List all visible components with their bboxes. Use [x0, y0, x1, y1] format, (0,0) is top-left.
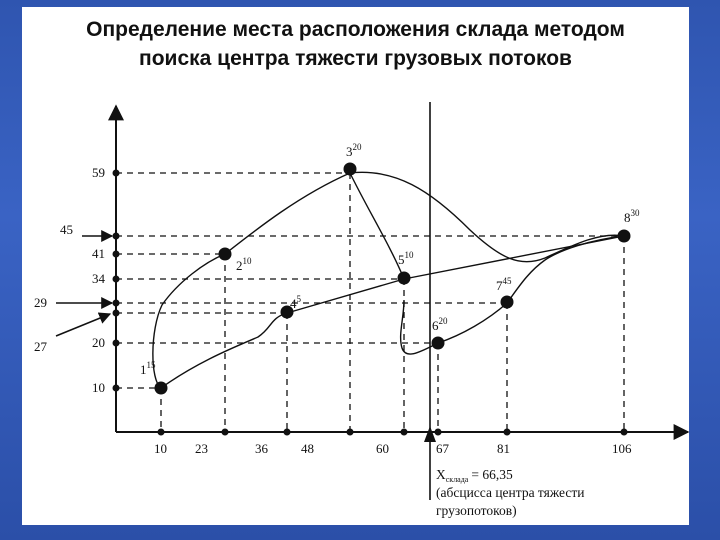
curve-1-2-3 — [153, 173, 350, 388]
warehouse-note-line-1: $X_{склада} = 66,35$ — [436, 467, 513, 484]
x-label-60: 60 — [376, 441, 389, 456]
point-8-label: $8^{30}$ — [624, 208, 640, 225]
point-3-label: $3^{20}$ — [346, 142, 362, 159]
y-label-10: 10 — [92, 380, 105, 395]
point-5-label: $5^{10}$ — [398, 250, 414, 267]
point-2 — [219, 248, 232, 261]
point-labels — [140, 142, 640, 377]
y-tick-45 — [113, 233, 120, 240]
y-tick-20 — [113, 340, 120, 347]
title-line-1: Определение места расположения склада методом — [86, 18, 625, 41]
flow-curves — [153, 172, 624, 388]
x-tick-106 — [621, 429, 628, 436]
x-tick-36 — [284, 429, 291, 436]
point-1 — [155, 382, 168, 395]
warehouse-note-line-2: (абсцисса центра тяжести — [436, 485, 585, 500]
x-tick-67 — [435, 429, 442, 436]
point-7-label: $7^{45}$ — [496, 276, 512, 293]
y-marker-27: 27 — [34, 339, 47, 354]
point-2-label: $2^{10}$ — [236, 256, 252, 273]
y-tick-29 — [113, 300, 120, 307]
x-label-36: 36 — [255, 441, 268, 456]
x-tick-81 — [504, 429, 511, 436]
y-label-20: 20 — [92, 335, 105, 350]
x-label-81: 81 — [497, 441, 510, 456]
x-tick-10 — [158, 429, 165, 436]
point-6-label: $6^{20}$ — [432, 316, 448, 333]
x-label-23: 23 — [195, 441, 208, 456]
y-tick-10 — [113, 385, 120, 392]
y-tick-labels — [34, 165, 106, 395]
point-8 — [618, 230, 631, 243]
y-label-59: 59 — [92, 165, 105, 180]
point-7 — [501, 296, 514, 309]
title-line-2: поиска центра тяжести грузовых потоков — [139, 47, 572, 70]
x-tick-60 — [401, 429, 408, 436]
point-1-label: $1^{15}$ — [140, 360, 156, 377]
point-3 — [344, 163, 357, 176]
y-tick-41 — [113, 251, 120, 258]
point-6 — [432, 337, 445, 350]
point-4-label: $4^5$ — [290, 294, 301, 311]
x-label-106: 106 — [612, 441, 632, 456]
warehouse-note — [436, 467, 584, 518]
x-tick-23 — [222, 429, 229, 436]
curve-3-5 — [350, 173, 404, 279]
warehouse-note-line-3: грузопотоков) — [436, 503, 517, 518]
y-tick-34 — [113, 276, 120, 283]
x-label-48: 48 — [301, 441, 314, 456]
warehouse-x-arrow — [424, 426, 436, 442]
point-5 — [398, 272, 411, 285]
y-label-34: 34 — [92, 271, 105, 286]
y-tick-59 — [113, 170, 120, 177]
y-marker-45: 45 — [60, 222, 73, 237]
x-tick-48 — [347, 429, 354, 436]
x-tick-labels — [154, 441, 632, 456]
curve-1-4 — [161, 313, 287, 388]
y-marker-29: 29 — [34, 295, 47, 310]
arrow-27 — [56, 314, 110, 336]
y-label-41: 41 — [92, 246, 105, 261]
x-label-10: 10 — [154, 441, 167, 456]
y-tick-27 — [113, 310, 120, 317]
horizontal-guides — [116, 173, 624, 388]
x-label-67: 67 — [436, 441, 449, 456]
